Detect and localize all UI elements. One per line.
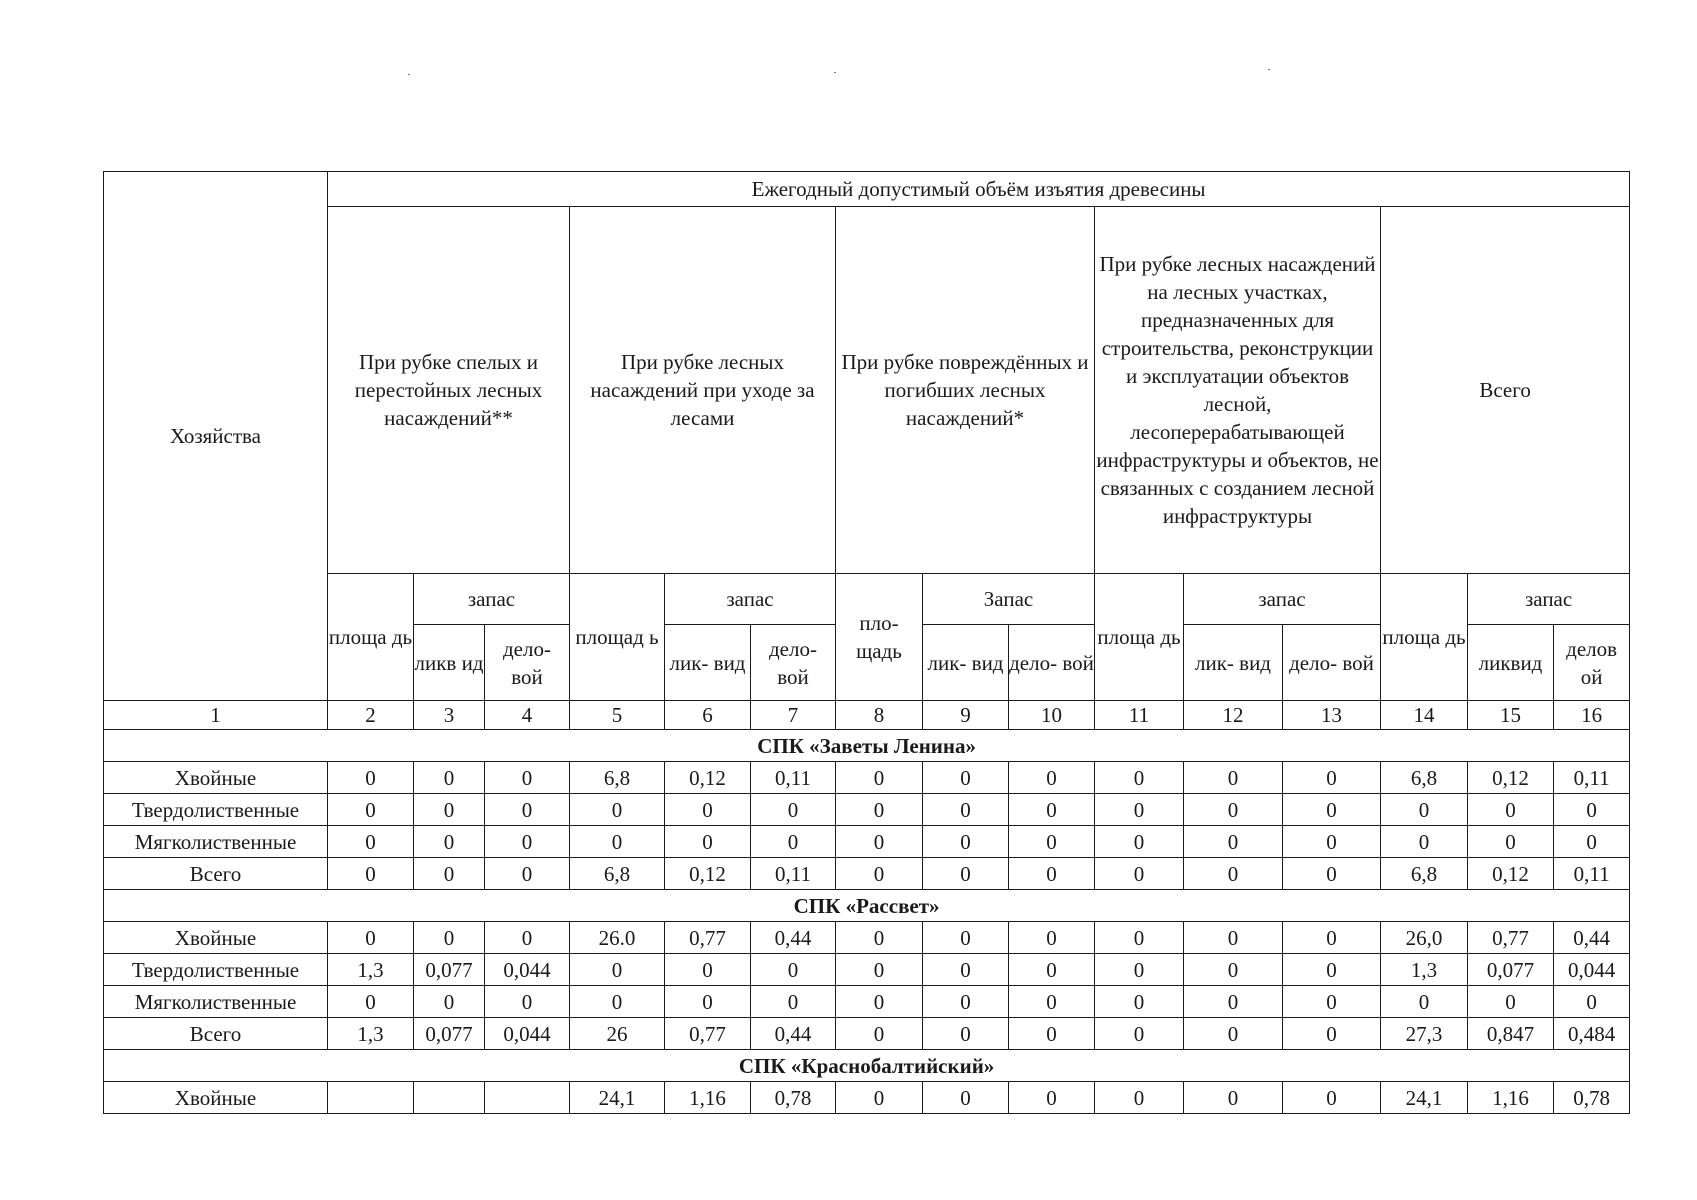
value-cell: 0 [1095,922,1184,954]
column-number: 14 [1381,701,1468,730]
column-number: 5 [570,701,665,730]
section-row [104,890,1630,922]
value-cell: 0 [485,922,570,954]
column-number: 7 [751,701,836,730]
column-number: 9 [923,701,1009,730]
value-cell: 1,16 [1468,1082,1554,1114]
value-cell: 0 [836,954,923,986]
value-cell: 0 [923,922,1009,954]
value-cell: 6,8 [1381,762,1468,794]
value-cell: 0 [1554,794,1630,826]
group-header-damaged: При рубке повреждённых и погибших лесных насаждений* [836,207,1095,574]
species-label: Хвойные [104,762,328,794]
value-cell: 0 [1283,954,1381,986]
value-cell: 0 [1095,954,1184,986]
table-title: Ежегодный допустимый объём изъятия древесины [328,172,1630,207]
column-number: 8 [836,701,923,730]
value-cell: 0 [836,922,923,954]
value-cell: 0 [1468,986,1554,1018]
scan-speck [834,72,836,73]
value-cell: 0 [1283,794,1381,826]
value-cell: 0,77 [1468,922,1554,954]
value-cell: 0 [1009,954,1095,986]
group-header-care: При рубке лесных насаждений при уходе за лесами [570,207,836,574]
value-cell: 1,3 [328,954,414,986]
value-cell: 0 [1468,794,1554,826]
value-cell: 0,044 [485,954,570,986]
species-label: Хвойные [104,922,328,954]
section-title: СПК «Заветы Ленина» [104,730,1630,762]
species-label: Всего [104,1018,328,1050]
value-cell: 0 [1554,986,1630,1018]
value-cell: 0 [1095,1018,1184,1050]
row-header-farms: Хозяйства [104,172,328,701]
value-cell: 0 [485,858,570,890]
liquid-header: лик- вид [923,625,1009,701]
table-row [104,986,1630,1018]
table-row [104,762,1630,794]
value-cell: 0 [1381,794,1468,826]
area-header: площа дь [1381,574,1468,701]
value-cell: 0 [1009,1018,1095,1050]
value-cell: 0 [751,986,836,1018]
value-cell: 0 [1009,794,1095,826]
value-cell: 0 [1095,986,1184,1018]
value-cell: 0 [570,826,665,858]
value-cell: 0,11 [1554,762,1630,794]
scan-speck [408,74,410,75]
value-cell: 24,1 [570,1082,665,1114]
value-cell: 6,8 [570,762,665,794]
value-cell: 0 [328,762,414,794]
value-cell: 0 [1283,826,1381,858]
value-cell: 0 [836,1018,923,1050]
value-cell: 0,12 [665,858,751,890]
value-cell: 0 [1283,858,1381,890]
table-row [104,1018,1630,1050]
value-cell: 0 [1184,954,1283,986]
value-cell: 0 [328,986,414,1018]
species-label: Мягколиственные [104,986,328,1018]
column-number: 10 [1009,701,1095,730]
value-cell: 0 [1184,762,1283,794]
column-number: 2 [328,701,414,730]
value-cell: 0,11 [751,858,836,890]
liquid-header: лик- вид [665,625,751,701]
column-number-row [104,701,1630,730]
value-cell: 0 [1009,986,1095,1018]
value-cell: 0 [1184,922,1283,954]
value-cell: 0 [328,922,414,954]
area-header: площа дь [1095,574,1184,701]
value-cell: 0 [923,762,1009,794]
value-cell: 0 [1554,826,1630,858]
value-cell: 0 [665,986,751,1018]
value-cell: 0 [328,794,414,826]
value-cell: 0 [1095,1082,1184,1114]
value-cell: 0 [1184,794,1283,826]
value-cell: 0,12 [1468,858,1554,890]
commercial-header: дело- вой [751,625,836,701]
value-cell: 0 [1009,762,1095,794]
value-cell: 0 [1468,826,1554,858]
table-row [104,922,1630,954]
value-cell: 6,8 [570,858,665,890]
value-cell: 0,44 [751,1018,836,1050]
value-cell: 0,044 [485,1018,570,1050]
timber-volume-table [103,171,1630,1114]
value-cell: 6,8 [1381,858,1468,890]
value-cell: 0 [414,986,485,1018]
species-label: Хвойные [104,1082,328,1114]
value-cell: 0,12 [665,762,751,794]
species-label: Твердолиственные [104,954,328,986]
column-number: 11 [1095,701,1184,730]
value-cell: 0 [923,986,1009,1018]
stock-header: запас [414,574,570,625]
table-row [104,1082,1630,1114]
column-number: 1 [104,701,328,730]
value-cell: 1,16 [665,1082,751,1114]
commercial-header: дело- вой [1009,625,1095,701]
group-header-mature: При рубке спелых и перестойных лесных насаждений** [328,207,570,574]
value-cell: 0 [1009,1082,1095,1114]
value-cell: 0,484 [1554,1018,1630,1050]
value-cell: 0,44 [1554,922,1630,954]
value-cell: 0 [1184,858,1283,890]
value-cell: 0,12 [1468,762,1554,794]
value-cell: 0 [1283,762,1381,794]
value-cell: 26.0 [570,922,665,954]
value-cell: 0,77 [665,922,751,954]
value-cell: 0 [570,954,665,986]
commercial-header: делов ой [1554,625,1630,701]
liquid-header: ликвид [1468,625,1554,701]
section-title: СПК «Рассвет» [104,890,1630,922]
value-cell: 0,077 [414,1018,485,1050]
column-number: 3 [414,701,485,730]
value-cell: 0,77 [665,1018,751,1050]
area-header: площа дь [328,574,414,701]
table-body [104,730,1630,1114]
liquid-header: ликв ид [414,625,485,701]
section-row [104,1050,1630,1082]
value-cell: 0 [1095,794,1184,826]
column-number: 6 [665,701,751,730]
value-cell: 0 [1184,826,1283,858]
value-cell: 0 [1095,826,1184,858]
species-label: Твердолиственные [104,794,328,826]
stock-header: запас [1184,574,1381,625]
value-cell: 0 [1095,762,1184,794]
value-cell: 0 [1009,826,1095,858]
commercial-header: дело- вой [1283,625,1381,701]
value-cell: 0 [923,794,1009,826]
value-cell: 0 [836,858,923,890]
value-cell: 0 [1283,922,1381,954]
value-cell: 0 [1381,986,1468,1018]
section-row [104,730,1630,762]
area-header: пло- щадь [836,574,923,701]
group-header-total: Всего [1381,207,1630,574]
value-cell: 0 [1381,826,1468,858]
value-cell: 0 [923,954,1009,986]
value-cell: 0 [485,986,570,1018]
value-cell [485,1082,570,1114]
value-cell: 0 [414,762,485,794]
value-cell: 0 [665,826,751,858]
column-number: 12 [1184,701,1283,730]
value-cell: 0 [923,826,1009,858]
value-cell: 0 [751,794,836,826]
group-header-construction: При рубке лесных насаждений на лесных участках, предназначенных для строительства, реконструкции и эксплуатации объектов лесной, лесоперерабатывающей инфраструктуры и объектов, не связанных с созданием лесной инфраструктуры [1095,207,1381,574]
value-cell: 0 [485,826,570,858]
value-cell: 0,044 [1554,954,1630,986]
value-cell: 0 [328,826,414,858]
value-cell: 0 [1283,1018,1381,1050]
column-number: 15 [1468,701,1554,730]
table-row [104,794,1630,826]
value-cell: 1,3 [1381,954,1468,986]
value-cell: 0,11 [751,762,836,794]
value-cell: 0 [923,858,1009,890]
species-label: Всего [104,858,328,890]
value-cell: 0 [1009,858,1095,890]
value-cell: 0 [485,794,570,826]
column-number: 4 [485,701,570,730]
value-cell: 0 [665,794,751,826]
value-cell: 0 [414,826,485,858]
value-cell [414,1082,485,1114]
value-cell: 0 [836,986,923,1018]
value-cell: 0,44 [751,922,836,954]
value-cell: 0,847 [1468,1018,1554,1050]
value-cell: 26 [570,1018,665,1050]
table-row [104,954,1630,986]
value-cell: 0 [1283,1082,1381,1114]
stock-header: запас [1468,574,1630,625]
value-cell: 0 [665,954,751,986]
stock-header: Запас [923,574,1095,625]
value-cell: 0 [751,954,836,986]
species-label: Мягколиственные [104,826,328,858]
value-cell: 0 [570,986,665,1018]
commercial-header: дело- вой [485,625,570,701]
liquid-header: лик- вид [1184,625,1283,701]
value-cell: 0 [1184,1018,1283,1050]
value-cell: 0 [570,794,665,826]
column-number: 16 [1554,701,1630,730]
value-cell: 0 [1283,986,1381,1018]
value-cell: 0 [836,1082,923,1114]
value-cell: 0 [923,1018,1009,1050]
value-cell: 0,78 [1554,1082,1630,1114]
value-cell: 24,1 [1381,1082,1468,1114]
table-row [104,826,1630,858]
value-cell: 0 [836,762,923,794]
value-cell: 0,077 [1468,954,1554,986]
value-cell: 0 [328,858,414,890]
value-cell: 0 [836,794,923,826]
value-cell: 0 [836,826,923,858]
value-cell: 0 [1184,986,1283,1018]
value-cell: 0 [414,922,485,954]
value-cell: 0 [1095,858,1184,890]
scan-speck [1268,69,1270,70]
value-cell: 0 [414,858,485,890]
value-cell [328,1082,414,1114]
value-cell: 0,11 [1554,858,1630,890]
value-cell: 0 [485,762,570,794]
value-cell: 27,3 [1381,1018,1468,1050]
area-header: площад ь [570,574,665,701]
value-cell: 1,3 [328,1018,414,1050]
value-cell: 0 [751,826,836,858]
value-cell: 0,077 [414,954,485,986]
stock-header: запас [665,574,836,625]
column-number: 13 [1283,701,1381,730]
value-cell: 0 [923,1082,1009,1114]
value-cell: 0 [1009,922,1095,954]
section-title: СПК «Краснобалтийский» [104,1050,1630,1082]
value-cell: 0 [414,794,485,826]
value-cell: 0 [1184,1082,1283,1114]
table-row [104,858,1630,890]
value-cell: 26,0 [1381,922,1468,954]
value-cell: 0,78 [751,1082,836,1114]
